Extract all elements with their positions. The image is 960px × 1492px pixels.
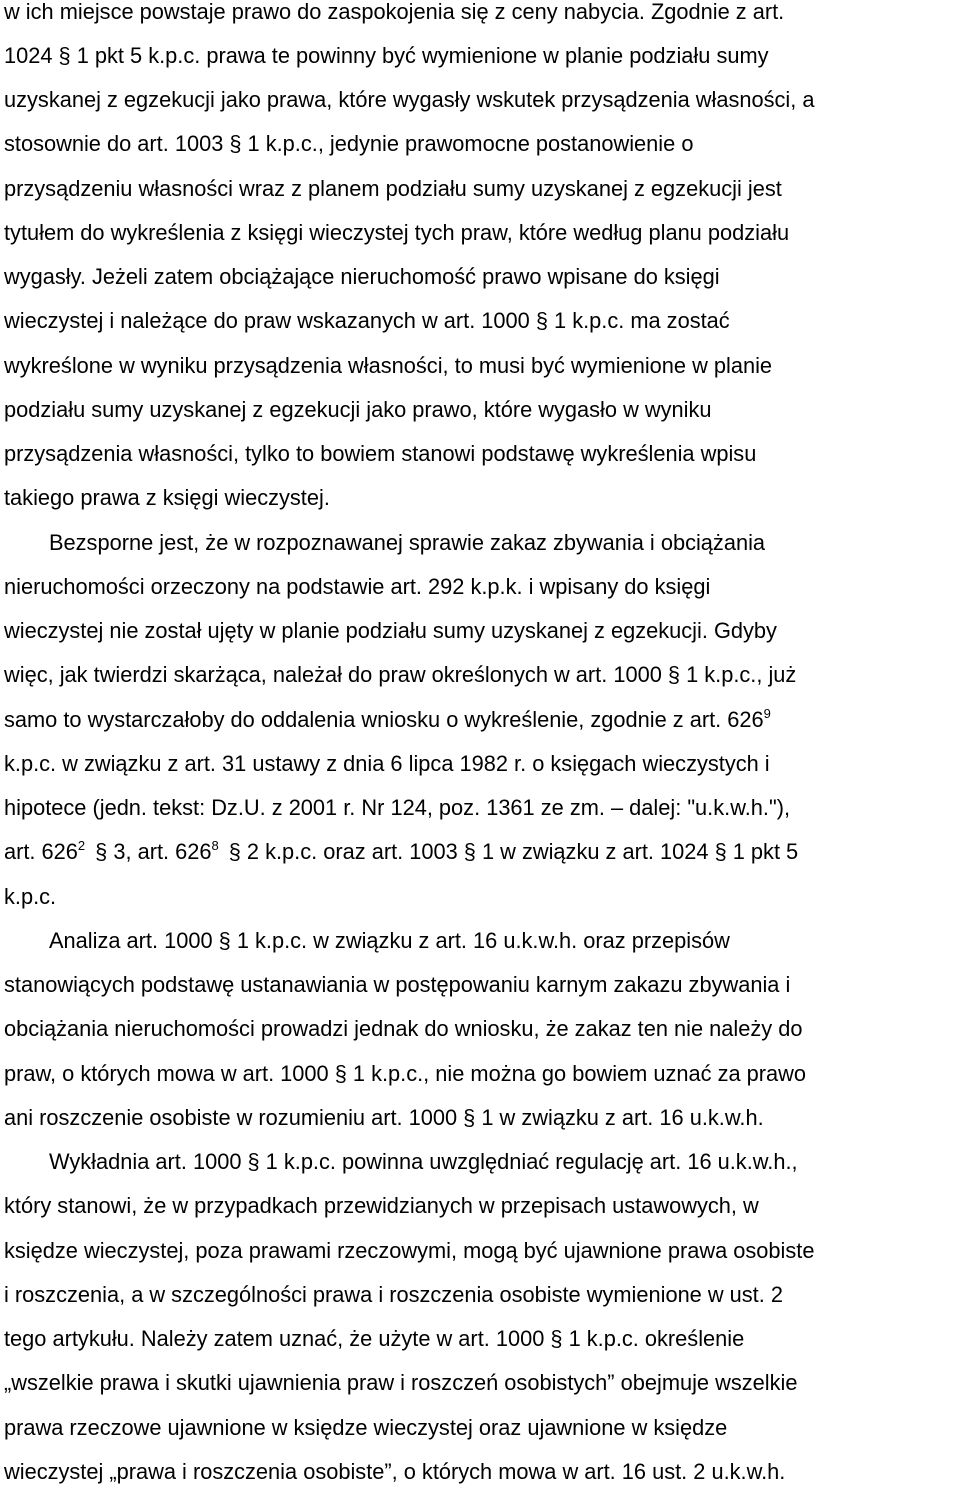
text-line: i roszczenia, a w szczególności prawa i roszczenia osobiste wymienione w ust. 2 [4, 1282, 783, 1307]
text-line: ani roszczenie osobiste w rozumieniu art. 1000 § 1 w związku z art. 16 u.k.w.h. [4, 1105, 764, 1130]
text-segment: samo to wystarczałoby do oddalenia wniosku o wykreślenie, zgodnie z art. 626 [4, 707, 764, 732]
text-line: „wszelkie prawa i skutki ujawnienia praw i roszczeń osobistych” obejmuje wszelkie [4, 1370, 798, 1395]
text-line: stosownie do art. 1003 § 1 k.p.c., jedynie prawomocne postanowienie o [4, 131, 694, 156]
text-line: nieruchomości orzeczony na podstawie art. 292 k.p.k. i wpisany do księgi [4, 574, 711, 599]
text-line: prawa rzeczowe ujawnione w księdze wieczystej oraz ujawnione w księdze [4, 1415, 728, 1440]
text-line: w ich miejsce powstaje prawo do zaspokojenia się z ceny nabycia. Zgodnie z art. [4, 0, 785, 24]
text-line: przysądzenia własności, tylko to bowiem stanowi podstawę wykreślenia wpisu [4, 441, 757, 466]
text-line: więc, jak twierdzi skarżąca, należał do praw określonych w art. 1000 § 1 k.p.c., już [4, 662, 797, 687]
text-line: 1024 § 1 pkt 5 k.p.c. prawa te powinny być wymienione w planie podziału sumy [4, 43, 769, 68]
text-line: wieczystej i należące do praw wskazanych w art. 1000 § 1 k.p.c. ma zostać [4, 308, 730, 333]
text-line-with-superscripts [4, 837, 798, 867]
text-line: tytułem do wykreślenia z księgi wieczystej tych praw, które według planu podziału [4, 220, 790, 245]
superscript: 8 [211, 838, 219, 853]
text-line: wykreślone w wyniku przysądzenia własności, to musi być wymienione w planie [4, 353, 773, 378]
superscript: 9 [763, 706, 771, 721]
text-line: księdze wieczystej, poza prawami rzeczowymi, mogą być ujawnione prawa osobiste [4, 1238, 815, 1263]
text-line: takiego prawa z księgi wieczystej. [4, 485, 330, 510]
text-segment: § 2 k.p.c. oraz art. 1003 § 1 w związku z art. 1024 § 1 pkt 5 [228, 839, 799, 864]
text-line: praw, o których mowa w art. 1000 § 1 k.p.c., nie można go bowiem uznać za prawo [4, 1061, 807, 1086]
text-segment: § 3, art. 626 [95, 839, 212, 864]
text-segment: art. 626 [4, 839, 78, 864]
text-line: przysądzeniu własności wraz z planem podziału sumy uzyskanej z egzekucji jest [4, 176, 782, 201]
paragraph-first-line: Bezsporne jest, że w rozpoznawanej sprawie zakaz zbywania i obciążania [49, 530, 766, 555]
text-line: hipotece (jedn. tekst: Dz.U. z 2001 r. Nr 124, poz. 1361 ze zm. – dalej: "u.k.w.h."), [4, 795, 791, 820]
text-line: wygasły. Jeżeli zatem obciążające nieruchomość prawo wpisane do księgi [4, 264, 720, 289]
text-line: k.p.c. w związku z art. 31 ustawy z dnia 6 lipca 1982 r. o księgach wieczystych i [4, 751, 770, 776]
superscript: 2 [77, 838, 86, 853]
text-line: uzyskanej z egzekucji jako prawa, które wygasły wskutek przysądzenia własności, a [4, 87, 815, 112]
text-line: wieczystej nie został ujęty w planie podziału sumy uzyskanej z egzekucji. Gdyby [4, 618, 777, 643]
text-line: obciążania nieruchomości prowadzi jednak do wniosku, że zakaz ten nie należy do [4, 1016, 803, 1041]
text-line: k.p.c. [4, 884, 57, 909]
text-line-with-superscript [4, 705, 771, 735]
text-line: który stanowi, że w przypadkach przewidzianych w przepisach ustawowych, w [4, 1193, 759, 1218]
paragraph-first-line: Analiza art. 1000 § 1 k.p.c. w związku z art. 16 u.k.w.h. oraz przepisów [49, 928, 730, 953]
text-line: wieczystej „prawa i roszczenia osobiste”, o których mowa w art. 16 ust. 2 u.k.w.h. [4, 1459, 786, 1484]
text-line: tego artykułu. Należy zatem uznać, że użyte w art. 1000 § 1 k.p.c. określenie [4, 1326, 745, 1351]
paragraph-first-line: Wykładnia art. 1000 § 1 k.p.c. powinna uwzględniać regulację art. 16 u.k.w.h., [49, 1149, 798, 1174]
text-line: stanowiących podstawę ustanawiania w postępowaniu karnym zakazu zbywania i [4, 972, 791, 997]
text-line: podziału sumy uzyskanej z egzekucji jako prawo, które wygasło w wyniku [4, 397, 712, 422]
